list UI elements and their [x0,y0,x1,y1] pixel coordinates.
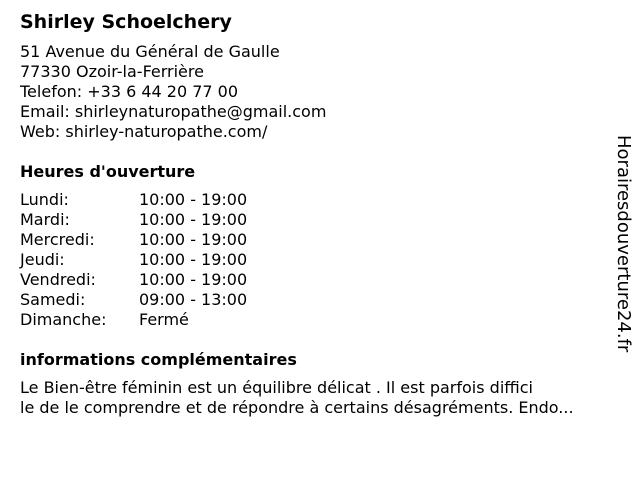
hours-day-label: Mardi: [20,210,70,229]
hours-row-monday [20,190,610,210]
opening-hours-title: Heures d'ouverture [20,162,196,181]
hours-time-value: 10:00 - 19:00 [139,270,248,289]
website-url: Web: shirley-naturopathe.com/ [20,122,268,141]
hours-row-wednesday [20,230,610,250]
hours-row-sunday [20,310,610,330]
site-brand-watermark: Horairesdouverture24.fr [613,135,634,353]
phone-number: Telefon: +33 6 44 20 77 00 [20,82,239,101]
hours-time-value: 10:00 - 19:00 [139,190,248,209]
hours-row-tuesday [20,210,610,230]
hours-time-value: 10:00 - 19:00 [139,230,248,249]
hours-row-friday [20,270,610,290]
hours-day-label: Lundi: [20,190,69,209]
hours-row-thursday [20,250,610,270]
hours-day-label: Jeudi: [20,250,65,269]
hours-time-value: Fermé [139,310,189,329]
hours-day-label: Vendredi: [20,270,96,289]
email-address: Email: shirleynaturopathe@gmail.com [20,102,327,121]
hours-time-value: 10:00 - 19:00 [139,250,248,269]
additional-info-title: informations complémentaires [20,350,297,369]
hours-time-value: 10:00 - 19:00 [139,210,248,229]
address-line-1: 51 Avenue du Général de Gaulle [20,42,280,61]
opening-hours-table [20,190,610,330]
hours-day-label: Samedi: [20,290,86,309]
business-card [20,10,610,418]
additional-info-line-2: le de le comprendre et de répondre à certains désagréments. Endo... [20,398,574,417]
hours-day-label: Mercredi: [20,230,95,249]
hours-time-value: 09:00 - 13:00 [139,290,248,309]
address-line-2: 77330 Ozoir-la-Ferrière [20,62,204,81]
hours-day-label: Dimanche: [20,310,107,329]
hours-row-saturday [20,290,610,310]
business-name: Shirley Schoelchery [20,11,232,33]
additional-info-line-1: Le Bien-être féminin est un équilibre délicat . Il est parfois diffici [20,378,533,397]
